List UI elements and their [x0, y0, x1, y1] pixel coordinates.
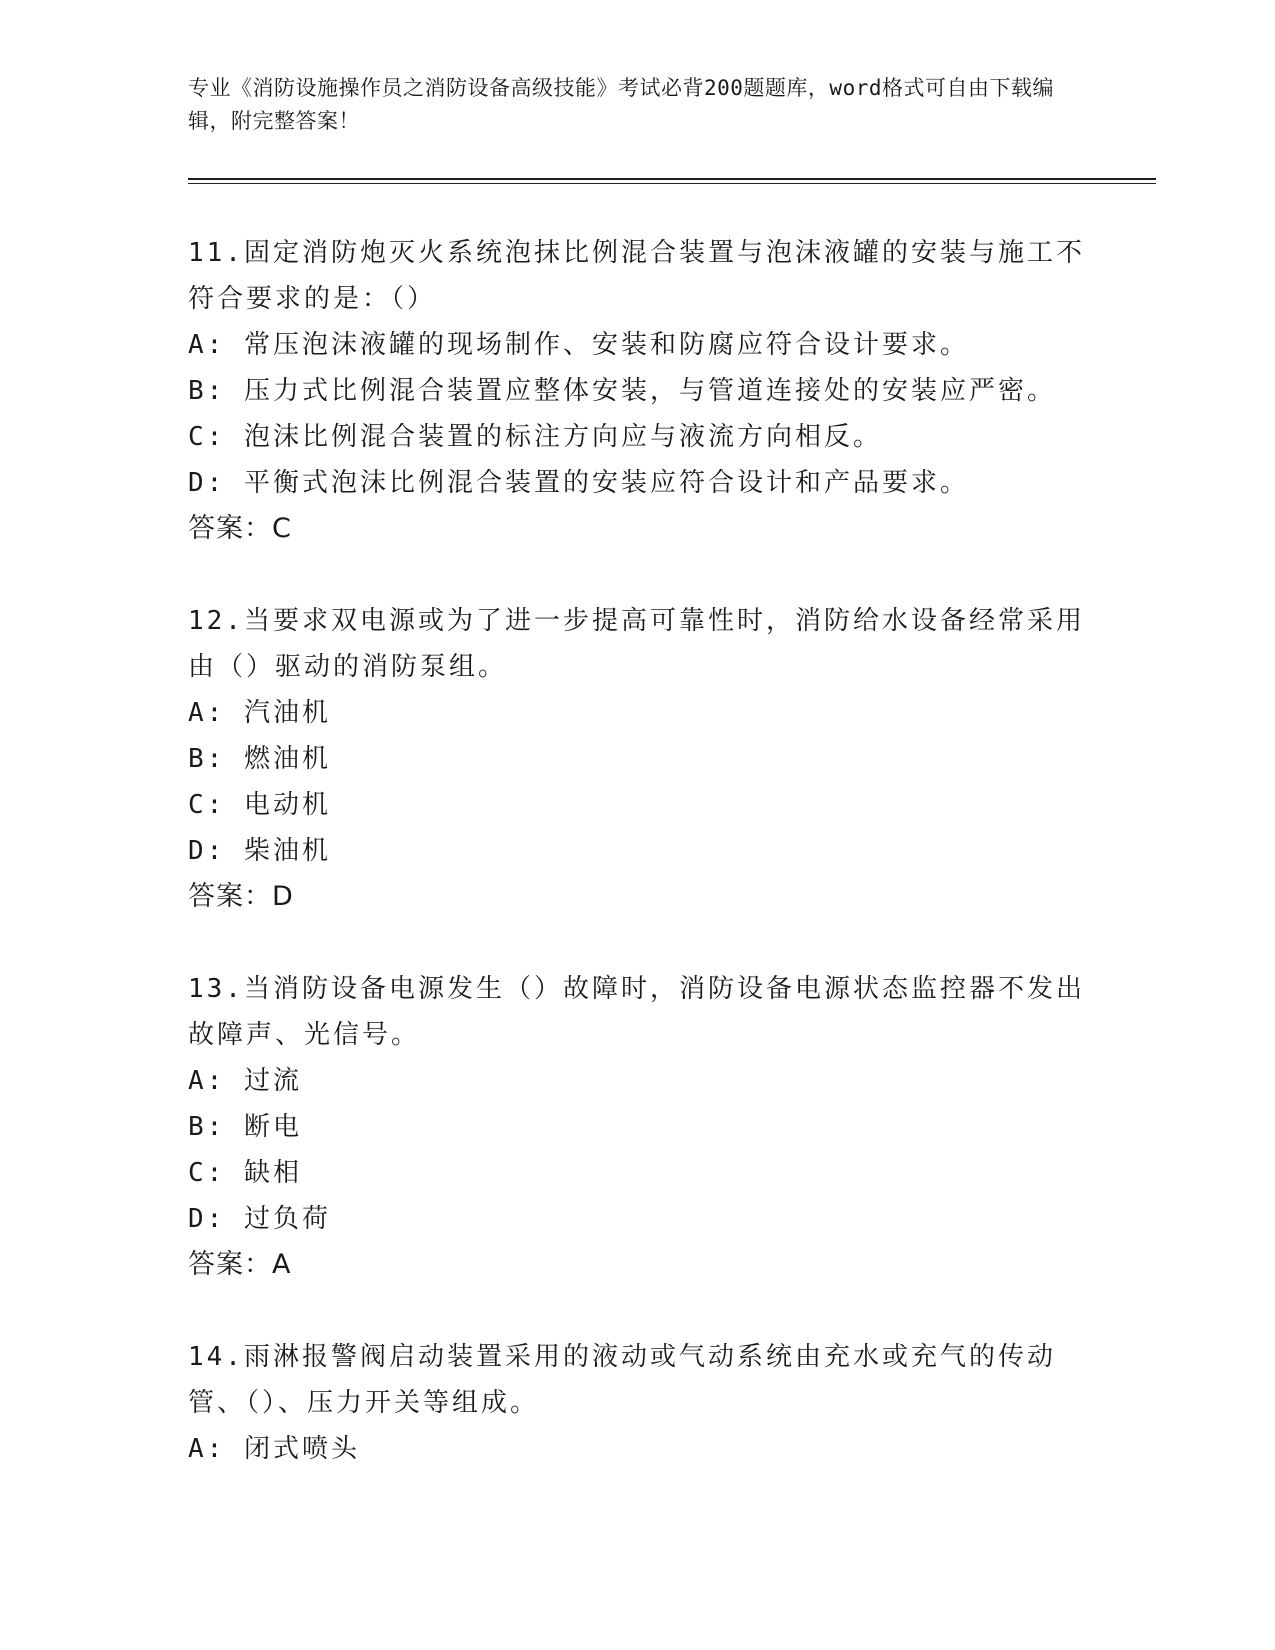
option-d: D: 柴油机 [188, 836, 331, 866]
option-b: B: 断电 [188, 1112, 302, 1142]
answer: 答案：C [188, 513, 292, 544]
question-13 [188, 966, 1088, 1288]
question-text: 13.当消防设备电源发生（）故障时，消防设备电源状态监控器不发出故障声、光信号。 [188, 974, 1085, 1050]
header-rule-thick [188, 178, 1156, 180]
question-11 [188, 230, 1088, 552]
option-c: C: 电动机 [188, 790, 331, 820]
option-b: B: 燃油机 [188, 744, 331, 774]
option-c: C: 泡沫比例混合装置的标注方向应与液流方向相反。 [188, 422, 882, 452]
question-text: 11.固定消防炮灭火系统泡抹比例混合装置与泡沫液罐的安装与施工不符合要求的是：（） [188, 238, 1085, 314]
question-list [188, 230, 1088, 1518]
option-b: B: 压力式比例混合装置应整体安装，与管道连接处的安装应严密。 [188, 376, 1056, 406]
option-a: A: 常压泡沫液罐的现场制作、安装和防腐应符合设计要求。 [188, 330, 969, 360]
option-d: D: 平衡式泡沫比例混合装置的安装应符合设计和产品要求。 [188, 468, 969, 498]
answer: 答案：D [188, 881, 294, 912]
option-a: A: 过流 [188, 1066, 302, 1096]
answer: 答案：A [188, 1249, 292, 1280]
option-d: D: 过负荷 [188, 1204, 331, 1234]
document-header: 专业《消防设施操作员之消防设备高级技能》考试必背200题题库，word格式可自由下载编辑，附完整答案！ [188, 76, 1054, 133]
question-text: 14.雨淋报警阀启动装置采用的液动或气动系统由充水或充气的传动管、（）、压力开关等组成。 [188, 1342, 1056, 1418]
option-c: C: 缺相 [188, 1158, 302, 1188]
question-12 [188, 598, 1088, 920]
question-14 [188, 1334, 1088, 1472]
option-a: A: 汽油机 [188, 698, 331, 728]
header-rule-thin [188, 183, 1156, 184]
option-a: A: 闭式喷头 [188, 1434, 360, 1464]
question-text: 12.当要求双电源或为了进一步提高可靠性时，消防给水设备经常采用由（）驱动的消防泵组。 [188, 606, 1085, 682]
